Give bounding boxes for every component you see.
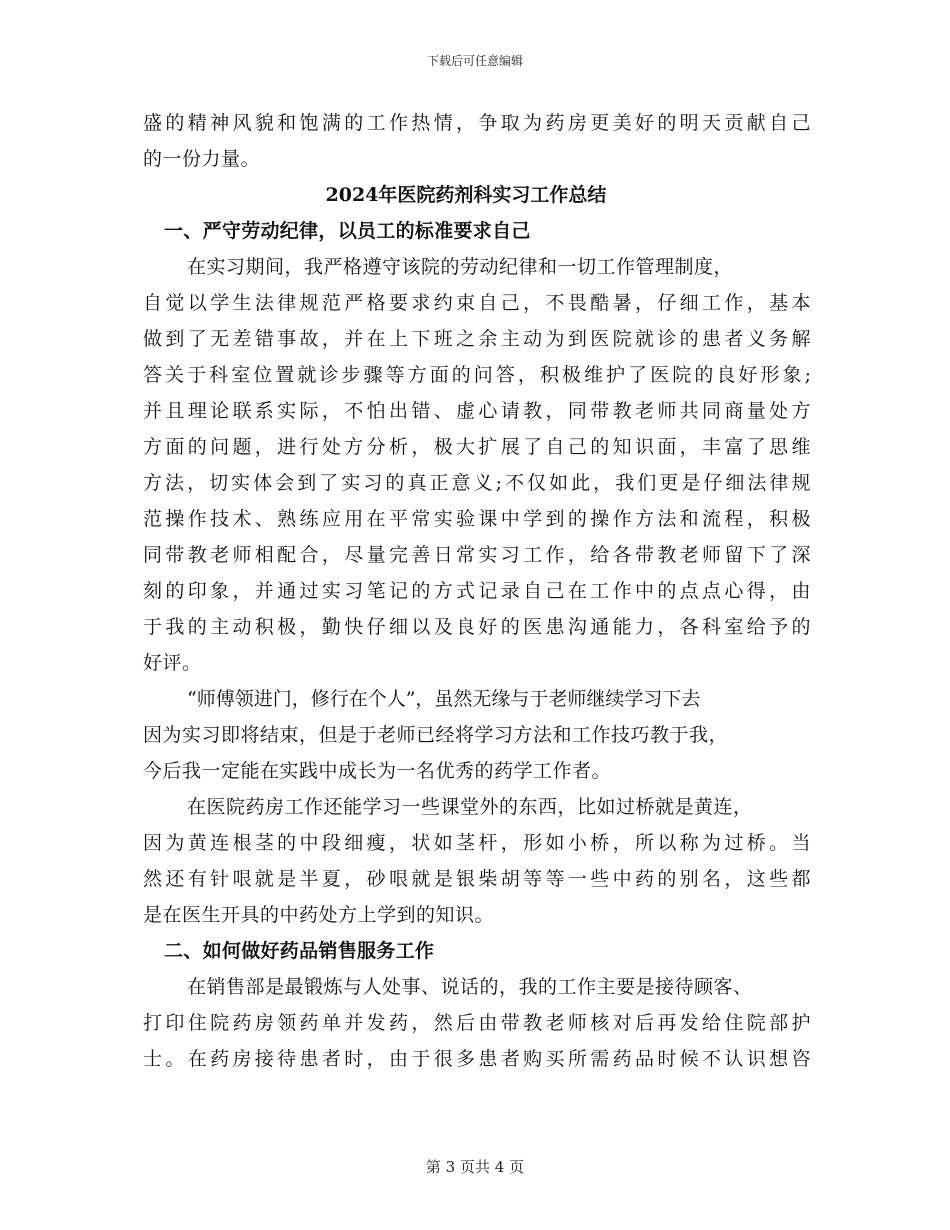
- document-body: [143, 105, 811, 1077]
- text-line: 士。在药房接待患者时，由于很多患者购买所需药品时候不认识想咨: [143, 1048, 811, 1070]
- text-line: 同带教老师相配合，尽量完善日常实习工作，给各带教老师留下了深: [143, 544, 811, 566]
- text-line: 在医院药房工作还能学习一些课堂外的东西，比如过桥就是黄连，: [187, 796, 753, 818]
- text-line: 好评。: [143, 652, 202, 674]
- text-line: 做到了无差错事故，并在上下班之余主动为到医院就诊的患者义务解: [143, 328, 811, 350]
- text-line: 范操作技术、熟练应用在平常实验课中学到的操作方法和流程，积极: [143, 508, 811, 530]
- section-heading-2: 二、如何做好药品销售服务工作: [164, 940, 435, 962]
- text-line: 的一份力量。: [143, 148, 261, 170]
- header-note: 下载后可任意编辑: [426, 54, 523, 68]
- text-line: 方面的问题，进行处方分析，极大扩展了自己的知识面，丰富了思维: [143, 436, 811, 458]
- text-line: 因为实习即将结束，但是于老师已经将学习方法和工作技巧教于我，: [143, 724, 729, 746]
- text-line: 于我的主动积极，勤快仔细以及良好的医患沟通能力，各科室给予的: [143, 616, 811, 638]
- text-line: 答关于科室位置就诊步骤等方面的问答，积极维护了医院的良好形象;: [143, 364, 811, 386]
- text-line: 因为黄连根茎的中段细瘦，状如茎杆，形如小桥，所以称为过桥。当: [143, 832, 811, 854]
- text-line: 盛的精神风貌和饱满的工作热情，争取为药房更美好的明天贡献自己: [143, 112, 811, 134]
- text-line: 今后我一定能在实践中成长为一名优秀的药学工作者。: [143, 760, 612, 782]
- text-line: 在实习期间，我严格遵守该院的劳动纪律和一切工作管理制度，: [187, 256, 734, 278]
- text-line: “师傅领进门，修行在个人”，虽然无缘与于老师继续学习下去: [187, 688, 701, 710]
- text-line: 在销售部是最锻炼与人处事、说话的，我的工作主要是接待顾客、: [187, 976, 753, 998]
- text-line: 并且理论联系实际，不怕出错、虚心请教，同带教老师共同商量处方: [143, 400, 811, 422]
- text-line: 是在医生开具的中药处方上学到的知识。: [143, 904, 495, 926]
- text-line: 自觉以学生法律规范严格要求约束自己，不畏酷暑，仔细工作，基本: [143, 292, 811, 314]
- text-line: 打印住院药房领药单并发药，然后由带教老师核对后再发给住院部护: [143, 1012, 811, 1034]
- text-line: 刻的印象，并通过实习笔记的方式记录自己在工作中的点点心得，由: [143, 580, 811, 602]
- document-title: 2024年医院药剂科实习工作总结: [325, 184, 607, 206]
- text-line: 方法，切实体会到了实习的真正意义;不仅如此，我们更是仔细法律规: [143, 472, 811, 494]
- page-number: 第 3 页共 4 页: [425, 1158, 525, 1176]
- section-heading-1: 一、严守劳动纪律，以员工的标准要求自己: [164, 220, 531, 242]
- text-line: 然还有针哏就是半夏，砂哏就是银柴胡等等一些中药的别名，这些都: [143, 868, 811, 890]
